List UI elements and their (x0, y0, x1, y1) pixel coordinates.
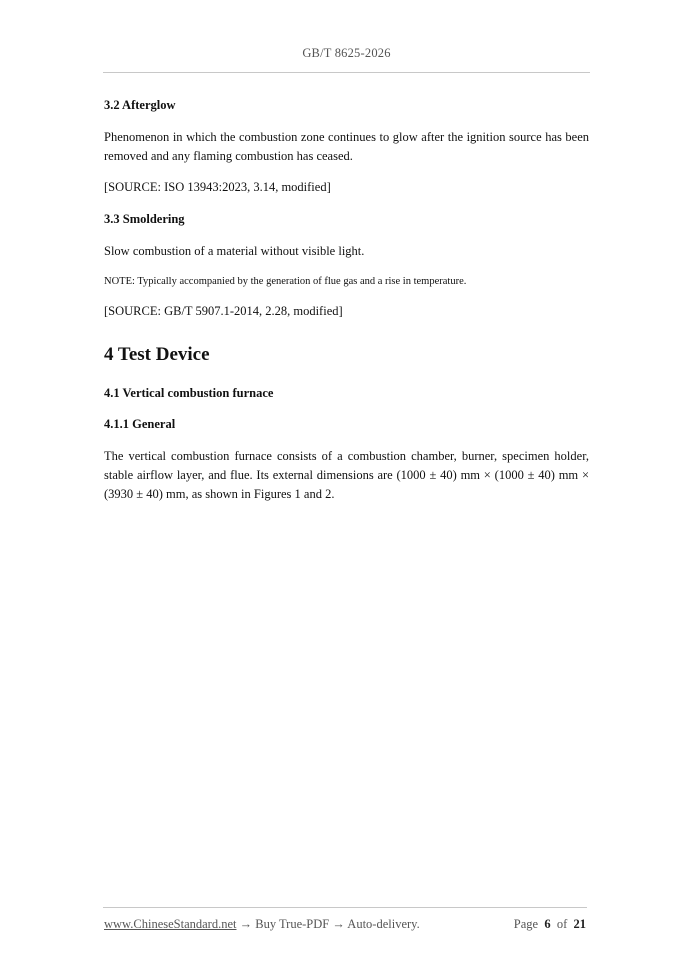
footer-divider (103, 907, 587, 908)
page-number (514, 917, 586, 932)
section-3-3-source: [SOURCE: GB/T 5907.1-2014, 2.28, modified] (104, 304, 343, 318)
site-link[interactable]: www.ChineseStandard.net (104, 917, 237, 931)
section-3-2-definition: Phenomenon in which the combustion zone continues to glow after the ignition source has been removed and any flaming combustion has ceased. (104, 130, 589, 163)
page-total: 21 (573, 917, 586, 931)
promo-text: → Buy True-PDF → Auto-delivery. (236, 917, 420, 931)
chapter-4-title: 4 Test Device (104, 344, 210, 365)
section-3-2-source: [SOURCE: ISO 13943:2023, 3.14, modified] (104, 180, 331, 194)
page-current: 6 (544, 917, 551, 931)
section-4-1-title: 4.1 Vertical combustion furnace (104, 386, 274, 400)
page-footer (104, 917, 586, 932)
section-3-2-title: 3.2 Afterglow (104, 98, 176, 112)
footer-left (104, 917, 420, 932)
page-header: GB/T 8625-2026 (302, 46, 391, 60)
header-divider (103, 72, 590, 73)
section-4-1-1-title: 4.1.1 General (104, 417, 176, 431)
section-3-3-note: NOTE: Typically accompanied by the generation of flue gas and a rise in temperature. (104, 276, 467, 287)
page-of: of (556, 917, 568, 931)
page-label: Page (513, 917, 539, 931)
section-3-3-title: 3.3 Smoldering (104, 212, 185, 226)
section-4-1-1-body: The vertical combustion furnace consists of a combustion chamber, burner, specimen holder, stable airflow layer, and flue. Its external dimensions are (1000 ± 40) mm × (1000 ± 40) mm × (3930 ± 40) mm, as shown in Figures 1 and 2. (104, 449, 589, 501)
page-content (104, 97, 589, 504)
section-3-3-definition: Slow combustion of a material without visible light. (104, 244, 365, 258)
